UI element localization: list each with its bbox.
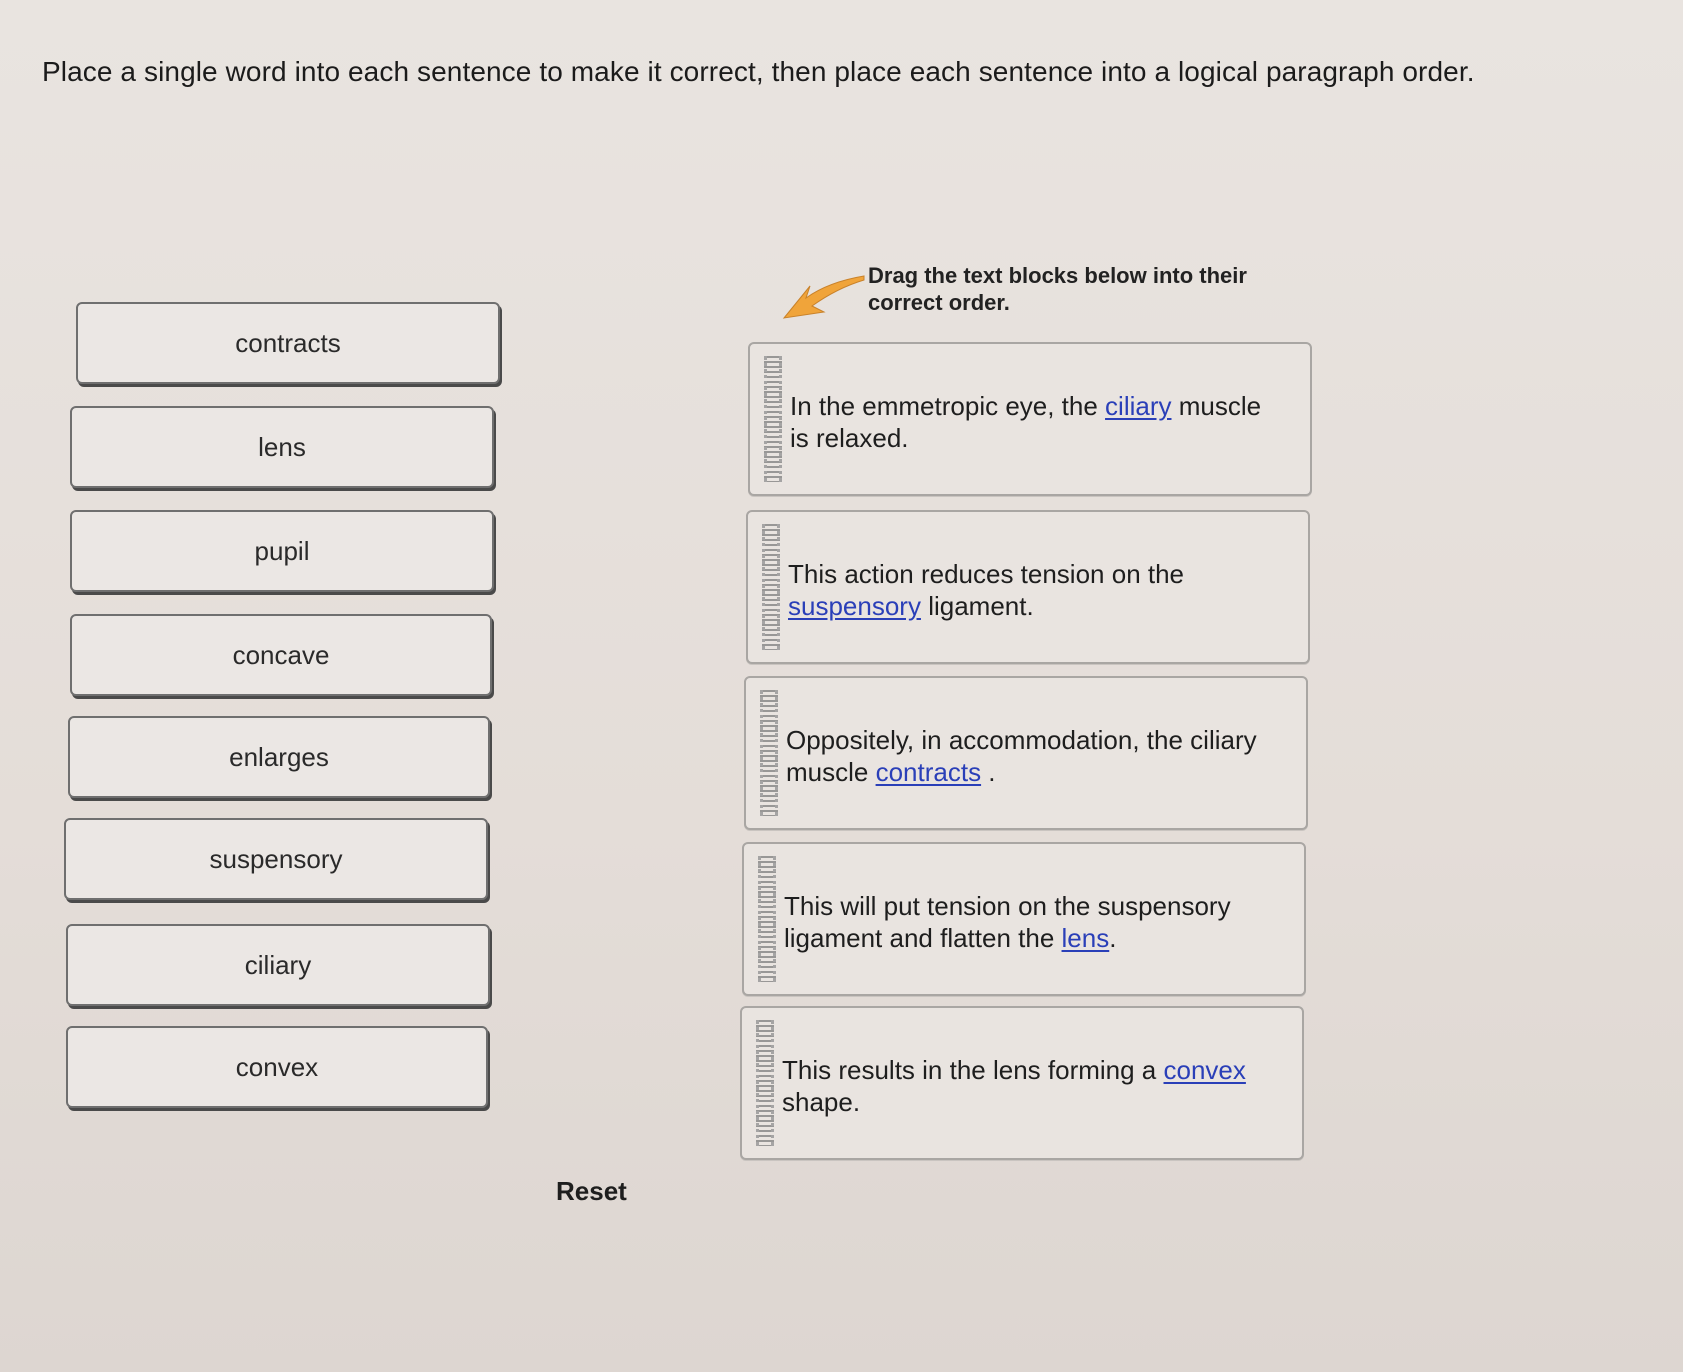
word-tile-pupil[interactable]: [70, 510, 494, 592]
word-label: suspensory: [209, 843, 343, 874]
sentence-text-after: .: [1109, 923, 1117, 953]
word-label: contracts: [235, 327, 341, 358]
word-label: concave: [232, 639, 330, 670]
filled-word-lens[interactable]: lens: [1061, 923, 1110, 953]
word-tile-convex[interactable]: [66, 1026, 488, 1108]
drag-handle-icon[interactable]: [758, 856, 776, 982]
word-label: lens: [258, 431, 306, 462]
filled-word-suspensory[interactable]: suspensory: [788, 591, 921, 621]
sentence-text-before: This will put tension on the suspensory ligament and flatten the: [784, 891, 1231, 953]
drag-handle-icon[interactable]: [760, 690, 778, 816]
sentence-text: [782, 1054, 1272, 1118]
word-tile-suspensory[interactable]: [64, 818, 488, 900]
sentence-text-before: This action reduces tension on the: [788, 559, 1185, 589]
sentence-text-after: ligament.: [920, 591, 1034, 621]
sentence-text: [784, 890, 1274, 954]
word-label: enlarges: [229, 741, 329, 772]
sentence-block-1[interactable]: [748, 342, 1312, 496]
drag-handle-icon[interactable]: [762, 524, 780, 650]
sentence-text: [788, 558, 1278, 622]
sentence-text-before: In the emmetropic eye, the: [790, 391, 1106, 421]
filled-word-convex[interactable]: convex: [1163, 1055, 1246, 1085]
word-tile-concave[interactable]: [70, 614, 492, 696]
sentence-text-after: shape.: [782, 1087, 861, 1117]
word-label: pupil: [254, 535, 310, 566]
sentence-block-5[interactable]: [740, 1006, 1304, 1160]
instruction-text: Place a single word into each sentence to make it correct, then place each sentence into a logical paragraph order.: [42, 56, 1475, 87]
word-label: ciliary: [244, 949, 312, 980]
sentence-text: [790, 390, 1280, 454]
drag-handle-icon[interactable]: [756, 1020, 774, 1146]
word-tile-contracts[interactable]: [76, 302, 500, 384]
sentence-text: [786, 724, 1276, 788]
word-label: convex: [235, 1051, 319, 1082]
filled-word-ciliary[interactable]: ciliary: [1105, 391, 1172, 421]
drag-hint: [868, 262, 1288, 316]
sentence-text-before: This results in the lens forming a: [782, 1055, 1164, 1085]
sentence-block-4[interactable]: [742, 842, 1306, 996]
word-tile-enlarges[interactable]: [68, 716, 490, 798]
drag-hint-line-2: correct order.: [868, 290, 1010, 315]
word-tile-lens[interactable]: [70, 406, 494, 488]
drag-hint-line-1: Drag the text blocks below into their: [868, 263, 1247, 288]
sentence-block-3[interactable]: [744, 676, 1308, 830]
arrow-icon: [780, 272, 866, 326]
drag-handle-icon[interactable]: [764, 356, 782, 482]
reset-button[interactable]: Reset: [556, 1176, 627, 1206]
sentence-text-before: Oppositely, in accommodation, the ciliary muscle: [786, 725, 1257, 787]
sentence-block-2[interactable]: [746, 510, 1310, 664]
sentence-text-after: muscle is relaxed.: [790, 391, 1262, 453]
word-tile-ciliary[interactable]: [66, 924, 490, 1006]
filled-word-contracts[interactable]: contracts: [875, 757, 982, 787]
sentence-text-after: .: [981, 757, 996, 787]
